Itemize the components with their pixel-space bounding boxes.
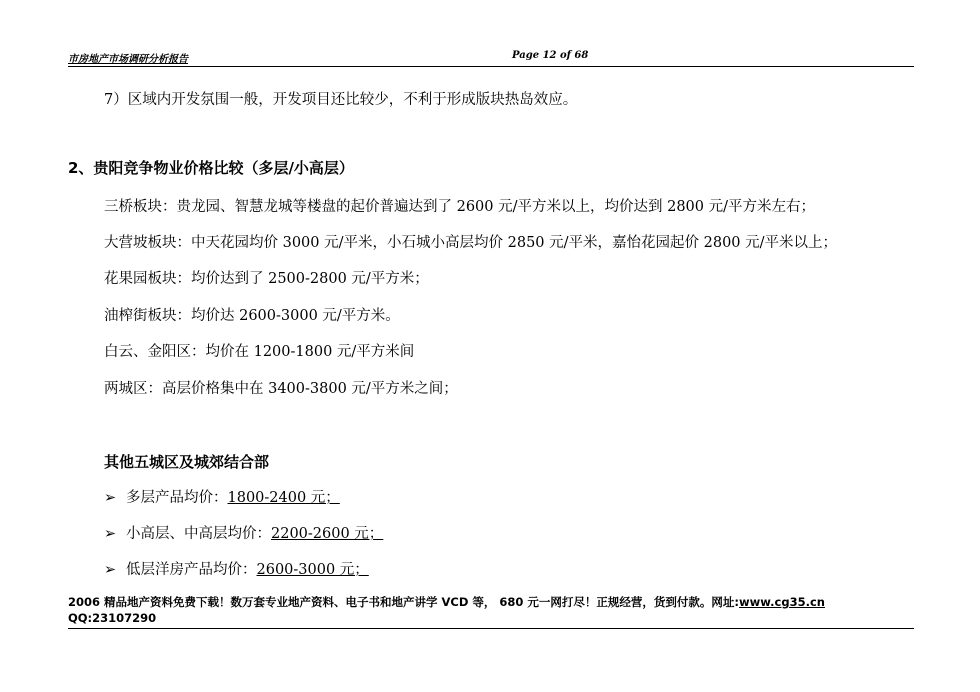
sub-heading-other-districts: 其他五城区及城郊结合部 [104,453,270,471]
arrow-bullet-icon: ➢ [104,526,117,542]
arrow-bullet-icon: ➢ [104,490,117,506]
bullet-value: 1800-2400 元； [227,490,340,506]
page-header [68,50,914,67]
bullet-low-rise [104,560,385,580]
price-line-huaguoyuan: 花果园板块：均价达到了 2500-2800 元/平方米； [104,271,429,287]
footer-qq: QQ:23107290 [68,611,157,625]
price-line-dayingpo: 大营坡板块：中天花园均价 3000 元/平米，小石城小高层均价 2850 元/平米，嘉怡花园起价 2800 元/平米以上； [104,235,838,251]
bullet-label: 低层洋房产品均价： [126,562,257,578]
bullet-label: 多层产品均价： [126,490,228,506]
price-line-baiyun-jinyang: 白云、金阳区：均价在 1200-1800 元/平方米间 [104,344,415,360]
price-line-sanqiao: 三桥板块：贵龙园、智慧龙城等楼盘的起价普遍达到了 2600 元/平方米以上，均价达到 2800 元/平方米左右； [104,199,816,215]
footer-line-1 [68,594,914,610]
footer-website-link[interactable]: www.cg35.cn [739,595,825,609]
bullet-value: 2600-3000 元； [256,562,369,578]
bullet-multistorey [104,488,356,508]
price-line-two-districts: 两城区：高层价格集中在 3400-3800 元/平方米之间； [104,381,458,397]
footer-promo-text: 2006 精品地产资料免费下载！数万套专业地产资料、电子书和地产讲学 VCD 等， 680 元一网打尽！正规经营，货到付款。网址: [68,595,740,609]
document-title: 市房地产市场调研分析报告 [68,54,188,65]
bullet-high-rise [104,524,399,544]
price-line-youzhajie: 油榨街板块：均价达 2600-3000 元/平方米。 [104,308,400,324]
arrow-bullet-icon: ➢ [104,562,117,578]
paragraph-item-7: 7）区域内开发氛围一般，开发项目还比较少，不利于形成版块热岛效应。 [104,92,578,108]
bullet-label: 小高层、中高层均价： [126,526,271,542]
page-footer [68,594,914,629]
bullet-value: 2200-2600 元； [271,526,384,542]
page-number: Page 12 of 68 [512,50,589,61]
section-heading-price-comparison: 2、贵阳竞争物业价格比较（多层/小高层） [68,159,354,177]
